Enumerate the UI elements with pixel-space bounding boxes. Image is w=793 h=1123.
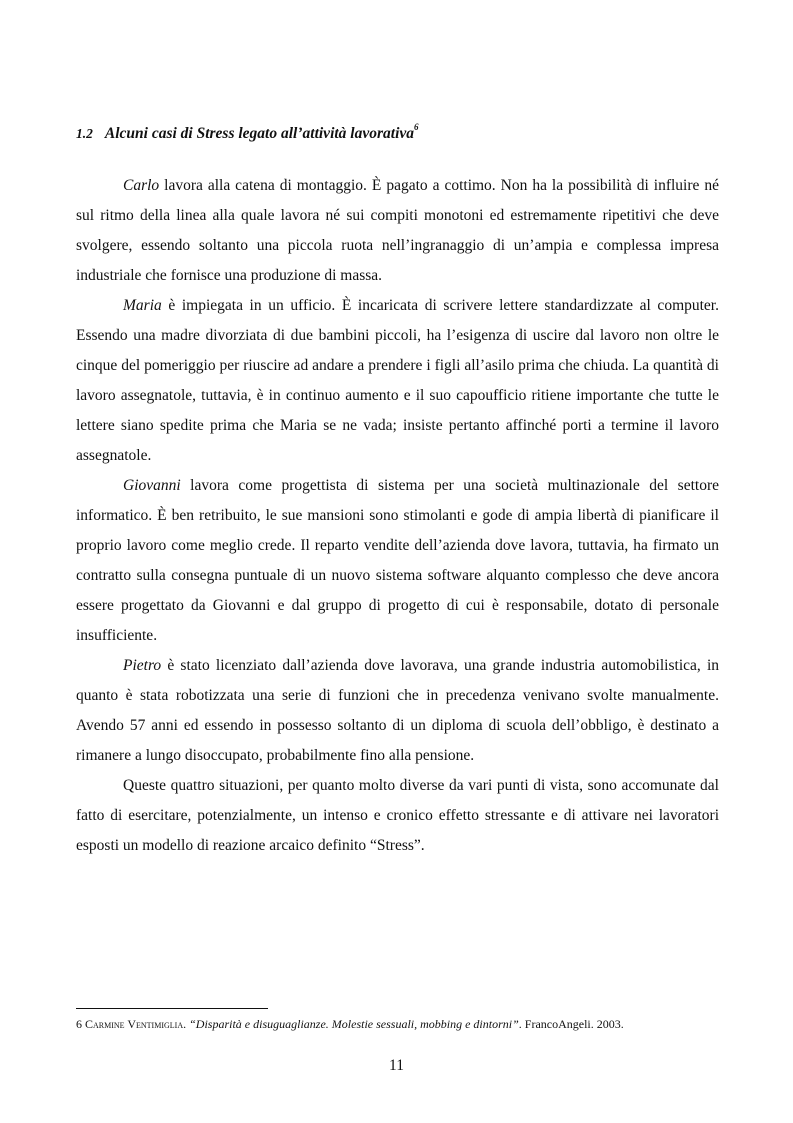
footnote-title: “Disparità e disuguaglianze. Molestie sessuali, mobbing e dintorni” xyxy=(189,1017,519,1031)
footnote-author: Carmine Ventimiglia xyxy=(85,1017,184,1031)
paragraph-carlo xyxy=(76,171,719,291)
footnote-separator xyxy=(76,1008,268,1009)
paragraph-text: Queste quattro situazioni, per quanto molto diverse da vari punti di vista, sono accomunate dal fatto di esercitare, potenzialmente, un intenso e cronico effetto stressante e di attivare nei lavoratori esposti un modello di reazione arcaico definito “Stress”. xyxy=(76,777,719,854)
paragraph-giovanni xyxy=(76,471,719,651)
paragraph-text: lavora alla catena di montaggio. È pagato a cottimo. Non ha la possibilità di influire né sul ritmo della linea alla quale lavora né sui compiti monotoni ed estremamente ripetitivi che deve svolgere, essendo soltanto una piccola ruota nell’ingranaggio di un’ampia e complessa impresa industriale che fornisce una produzione di massa. xyxy=(76,177,719,284)
footnote-publisher: . FrancoAngeli. 2003. xyxy=(518,1017,624,1031)
case-name: Pietro xyxy=(123,657,162,674)
paragraph-text: lavora come progettista di sistema per una società multinazionale del settore informatico. È ben retribuito, le sue mansioni sono stimolanti e gode di ampia libertà di pianificare il proprio lavoro come meglio crede. Il reparto vendite dell’azienda dove lavora, tuttavia, ha firmato un contratto sulla consegna puntuale di un nuovo sistema software alquanto complesso che deve ancora essere progettato da Giovanni e dal gruppo di progetto di cui è responsabile, dotato di personale insufficiente. xyxy=(76,477,719,644)
case-name: Giovanni xyxy=(123,477,181,494)
body-text xyxy=(76,171,719,861)
paragraph-maria xyxy=(76,291,719,471)
page-number: 11 xyxy=(389,1057,404,1074)
case-name: Carlo xyxy=(123,177,160,194)
paragraph-text: è impiegata in un ufficio. È incaricata di scrivere lettere standardizzate al computer. Essendo una madre divorziata di due bambini piccoli, ha l’esigenza di uscire dal lavoro non oltre le cinque del pomeriggio per riuscire ad andare a prendere i figli all’asilo prima che chiuda. La quantità di lavoro assegnatole, tuttavia, è in continuo aumento e il suo capoufficio ritiene importante che tutte le lettere siano spedite prima che Maria se ne vada; insiste pertanto affinché porti a termine il lavoro assegnatole. xyxy=(76,297,719,464)
section-heading xyxy=(76,118,726,145)
paragraph-conclusion xyxy=(76,771,719,861)
footnote: 6 Carmine Ventimiglia. “Disparità e disuguaglianze. Molestie sessuali, mobbing e dintorni”. FrancoAngeli. 2003. xyxy=(76,1017,624,1031)
case-name: Maria xyxy=(123,297,162,314)
paragraph-text: è stato licenziato dall’azienda dove lavorava, una grande industria automobilistica, in quanto è stata robotizzata una serie di funzioni che in precedenza venivano svolte manualmente. Avendo 57 anni ed essendo in possesso soltanto di un diploma di scuola dell’obbligo, è destinato a rimanere a lungo disoccupato, probabilmente fino alla pensione. xyxy=(76,657,719,764)
paragraph-pietro xyxy=(76,651,719,771)
footnote-reference[interactable]: 6 xyxy=(414,122,419,132)
section-title: Alcuni casi di Stress legato all’attività lavorativa xyxy=(104,125,415,143)
section-number: 1.2 xyxy=(76,126,93,142)
footnote-number: 6 xyxy=(76,1017,82,1031)
